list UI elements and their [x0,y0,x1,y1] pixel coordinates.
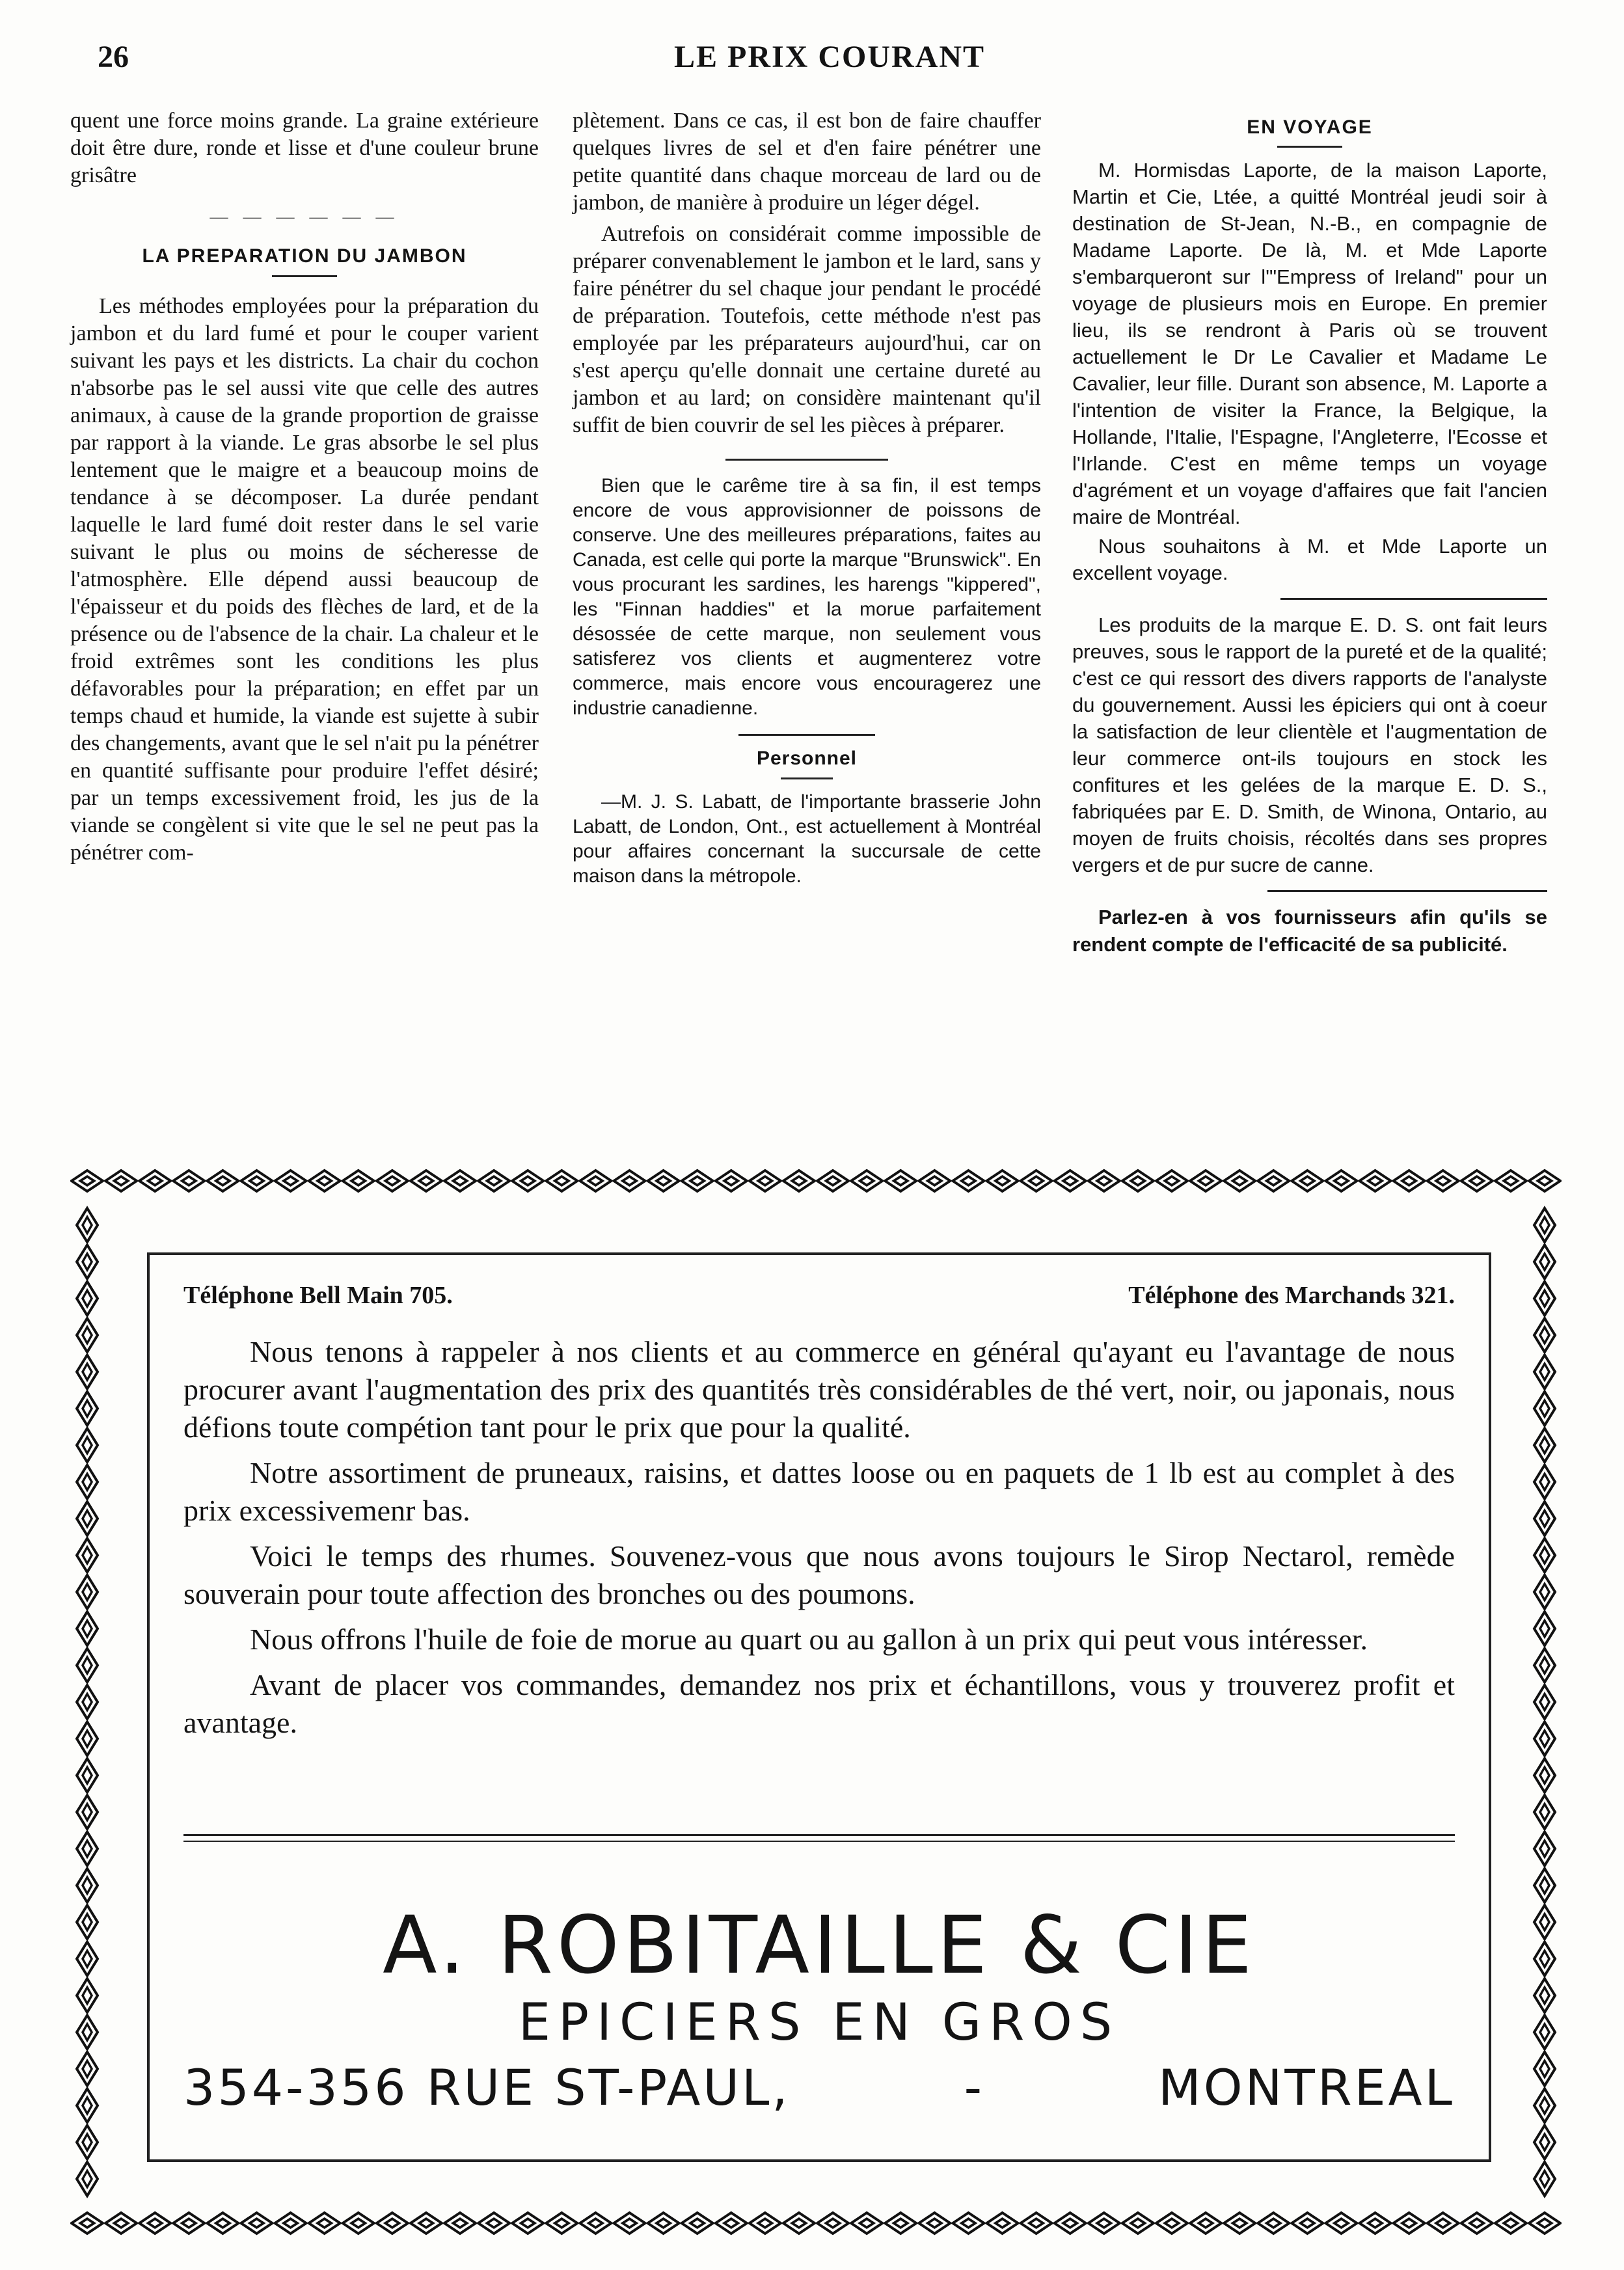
border-diamond [1156,1170,1187,1191]
border-diamond [77,1575,98,1609]
border-diamond [1534,1575,1555,1609]
border-diamond [1055,2213,1086,2234]
page-number: 26 [98,40,129,74]
border-diamond [1428,1170,1459,1191]
border-diamond [817,1170,848,1191]
border-diamond [77,1208,98,1242]
ad-rule [183,1841,1455,1842]
border-diamond [1534,1282,1555,1316]
border-diamond [1122,1170,1154,1191]
short-rule [1277,146,1342,148]
ad-body [183,1333,1455,1750]
border-diamond [77,1502,98,1535]
address-street: 354-356 RUE ST-PAUL, [183,2059,791,2116]
telephone-bell: Téléphone Bell Main 705. [183,1282,453,1309]
border-diamond [309,2213,340,2234]
border-diamond [77,2015,98,2049]
border-diamond [444,2213,476,2234]
border-diamond [648,1170,679,1191]
border-diamond [173,1170,204,1191]
border-diamond [77,1318,98,1352]
border-diamond [1461,1170,1493,1191]
col3-paragraph-2: Nous souhaitons à M. et Mde Laporte un excellent voyage. [1072,535,1547,584]
border-diamond [77,1649,98,1682]
short-rule [781,777,833,779]
border-diamond [77,1538,98,1572]
border-diamond [77,1612,98,1645]
border-diamond [411,1170,442,1191]
border-diamond [885,1170,916,1191]
border-diamond [77,1392,98,1426]
border-diamond [72,2213,103,2234]
dash-separator: — — — — — — [210,207,399,227]
border-diamond [1534,1722,1555,1755]
border-diamond [614,1170,645,1191]
border-diamond [241,1170,272,1191]
rule [1280,598,1547,600]
column-2 [573,107,1041,893]
border-diamond [1534,1538,1555,1572]
border-diamond [1394,2213,1425,2234]
border-diamond [1394,1170,1425,1191]
border-diamond [783,2213,815,2234]
border-diamond [919,2213,950,2234]
border-diamond [77,2162,98,2196]
rule [1267,890,1547,892]
border-diamond [309,1170,340,1191]
border-diamond [1534,1685,1555,1719]
border-diamond [1325,1170,1357,1191]
border-diamond [648,2213,679,2234]
address-dash: - [964,2059,985,2116]
border-diamond [987,2213,1018,2234]
border-diamond [1534,1612,1555,1645]
ad-paragraph-4: Nous offrons l'huile de foie de morue au quart ou au gallon à un prix qui peut vous intéresser. [250,1623,1368,1656]
border-diamond [77,1722,98,1755]
border-diamond [1534,1208,1555,1242]
border-diamond [1534,1942,1555,1976]
border-diamond [1156,2213,1187,2234]
brand-subtitle: EPICIERS EN GROS [518,1993,1120,2052]
border-diamond [343,2213,374,2234]
robitaille-advertisement [70,1168,1562,2236]
border-diamond [1534,1905,1555,1939]
border-diamond [77,1685,98,1719]
border-diamond [817,2213,848,2234]
border-diamond [1529,1170,1560,1191]
border-diamond [77,1869,98,1902]
ad-rule [183,1834,1455,1836]
border-diamond [173,2213,204,2234]
ad-paragraph-2: Notre assortiment de pruneaux, raisins, et dattes loose ou en paquets de 1 lb est au complet à des prix excessivemenr bas. [183,1456,1455,1527]
col2-paragraph-2: Autrefois on considérait comme impossible de préparer convenablement le jambon et le lard, sans y faire pénétrer du sel chaque jour pendant le procédé de préparation. Toutefois, cette méthode n'est pas employée par les préparateurs aujourd'hui, car on s'est aperçu qu'elle donnait une certaine dureté au jambon et au lard; on considère maintenant qu'il suffit de bien couvrir de sel les pièces à préparer. [573,222,1041,437]
border-diamond [343,1170,374,1191]
border-diamond [919,1170,950,1191]
border-diamond [1495,2213,1526,2234]
border-diamond [851,2213,882,2234]
border-diamond [1122,2213,1154,2234]
border-diamond [1534,1759,1555,1792]
border-diamond [1360,1170,1391,1191]
ad-paragraph-3: Voici le temps des rhumes. Souvenez-vous que nous avons toujours le Sirop Nectarol, remède souverain pour toute affection des bronches ou des poumons. [183,1539,1455,1610]
border-diamond [1461,2213,1493,2234]
border-diamond [77,1832,98,1866]
border-diamond [783,1170,815,1191]
border-diamond [207,1170,238,1191]
border-diamond [1258,1170,1289,1191]
border-diamond [580,1170,611,1191]
border-diamond [1534,1979,1555,2012]
border-diamond [1534,2126,1555,2159]
border-diamond [546,2213,577,2234]
border-diamond [77,1465,98,1499]
border-diamond [207,2213,238,2234]
border-diamond [77,1428,98,1462]
border-diamond [750,2213,781,2234]
brand-address [183,2059,1455,2116]
border-diamond [139,2213,170,2234]
border-diamond [1495,1170,1526,1191]
border-diamond [478,1170,509,1191]
column-3 [1072,107,1547,961]
border-diamond [1534,2052,1555,2086]
border-diamond [953,1170,984,1191]
border-diamond [1325,2213,1357,2234]
col1-intro: quent une force moins grande. La graine extérieure doit être dure, ronde et lisse et d'une couleur brune grisâtre [70,109,539,187]
border-diamond [1055,1170,1086,1191]
border-diamond [444,1170,476,1191]
border-diamond [1089,1170,1120,1191]
border-diamond [77,1979,98,2012]
border-diamond [1428,2213,1459,2234]
border-diamond [275,2213,306,2234]
border-diamond [377,2213,408,2234]
short-rule [725,459,888,461]
border-diamond [77,1245,98,1278]
border-diamond [241,2213,272,2234]
col2-paragraph-labatt: —M. J. S. Labatt, de l'importante brasserie John Labatt, de London, Ont., est actuellement à Montréal pour affaires concernant la succursale de cette maison dans la métropole. [573,791,1041,887]
border-diamond [1534,1869,1555,1902]
border-diamond [77,1905,98,1939]
col3-paragraph-4: Parlez-en à vos fournisseurs afin qu'ils se rendent compte de l'efficacité de sa publicité. [1072,906,1547,956]
border-diamond [105,2213,137,2234]
border-diamond [614,2213,645,2234]
border-diamond [1224,1170,1255,1191]
border-diamond [1292,1170,1323,1191]
publication-title: LE PRIX COURANT [673,40,986,74]
border-diamond [885,2213,916,2234]
border-diamond [1534,1795,1555,1829]
col1-paragraph: Les méthodes employées pour la préparation du jambon et du lard fumé et pour le couper varient suivant les pays et les districts. La chair du cochon n'absorbe pas le sel aussi vite que celle des autres animaux, à cause de la grande proportion de graisse par rapport à la viande. Le gras absorbe le sel plus lentement que le maigre et a beaucoup moins de tendance à se décomposer. La durée pendant laquelle le lard fumé doit rester dans le sel varie suivant le plus ou moins de sécheresse de l'atmosphère. Elle dépend aussi beaucoup de l'épaisseur et du poids des flèches de lard, et de la présence ou de l'absence de la chair. La chaleur et le froid extrêmes sont les conditions les plus défavorables pour la préparation; en effet par un temps chaud et humide, la viande est sujette à subir des changements, avant que le sel n'ait pu la pénétrer en quantité suffisante pour produire l'effet désiré; par un temps excessivement froid, les jus de la viande se congèlent si vite que le sel ne peut pas la pénétrer com- [70,294,539,865]
border-diamond [1534,1428,1555,1462]
border-diamond [1534,1355,1555,1389]
border-diamond [1224,2213,1255,2234]
border-diamond [1292,2213,1323,2234]
border-diamond [512,2213,543,2234]
border-diamond [1534,2015,1555,2049]
border-diamond [1534,1649,1555,1682]
border-diamond [1190,1170,1221,1191]
border-diamond [139,1170,170,1191]
border-diamond [1534,1502,1555,1535]
border-diamond [1021,2213,1052,2234]
border-diamond [77,1759,98,1792]
border-diamond [716,1170,747,1191]
brand-name: A. ROBITAILLE & CIE [383,1899,1256,1992]
border-diamond [77,1282,98,1316]
border-diamond [682,1170,713,1191]
section-title-personnel: Personnel [756,748,858,769]
border-diamond [1534,2162,1555,2196]
border-diamond [77,2126,98,2159]
border-diamond [77,2052,98,2086]
border-diamond [682,2213,713,2234]
border-diamond [1534,1245,1555,1278]
border-diamond [1534,1832,1555,1866]
border-diamond [953,2213,984,2234]
border-diamond [72,1170,103,1191]
border-diamond [750,1170,781,1191]
page-header [98,39,1562,85]
col2-paragraph-brunswick: Bien que le carême tire à sa fin, il est temps encore de vous approvisionner de poissons de conserve. Une des meilleures préparations, faites au Canada, est celle qui porte la marque "Brunswick". En vous procurant les sardines, les harengs "kippered", les "Finnan haddies" et la morue parfaitement désossée de cette marque, non seulement vous satisferez vos clients et augmenterez votre commerce, mais encore vous encouragerez une industrie canadienne. [573,475,1041,719]
col3-paragraph-3: Les produits de la marque E. D. S. ont fait leurs preuves, sous le rapport de la pureté et de la qualité; c'est ce qui ressort des divers rapports de l'analyste du gouvernement. Aussi les épiciers qui ont à coeur la satisfaction de leur clientèle et l'augmentation de leur commerce ont-ils toujours en stock les confitures et les gelées de la marque E. D. S., fabriquées par E. D. Smith, de Winona, Ontario, au moyen de fruits choisis, récoltés dans ses propres vergers et de pur sucre de canne. [1072,614,1547,876]
address-city: MONTREAL [1158,2059,1455,2116]
border-diamond [546,1170,577,1191]
telephone-marchands: Téléphone des Marchands 321. [1128,1282,1455,1309]
border-diamond [411,2213,442,2234]
border-diamond [851,1170,882,1191]
border-diamond [1534,1392,1555,1426]
border-diamond [1360,2213,1391,2234]
ad-paragraph-5: Avant de placer vos commandes, demandez nos prix et échantillons, vous y trouverez profit et avantage. [183,1668,1455,1739]
border-diamond [1258,2213,1289,2234]
border-diamond [1534,1318,1555,1352]
border-diamond [1529,2213,1560,2234]
border-diamond [105,1170,137,1191]
border-diamond [987,1170,1018,1191]
short-rule [738,734,875,736]
border-diamond [377,1170,408,1191]
border-diamond [512,1170,543,1191]
border-diamond [478,2213,509,2234]
border-diamond [1021,1170,1052,1191]
border-diamond [77,2088,98,2122]
border-diamond [1190,2213,1221,2234]
ad-paragraph-1: Nous tenons à rappeler à nos clients et au commerce en général qu'ayant eu l'avantage de nous procurer avant l'augmentation des prix des quantités très considérables de thé vert, noir, ou japonais, nous défions toute compétion tant pour le prix que pour la qualité. [183,1335,1455,1444]
border-diamond [1089,2213,1120,2234]
border-diamond [580,2213,611,2234]
col2-paragraph-1: plètement. Dans ce cas, il est bon de faire chauffer quelques livres de sel et d'en faire pénétrer une petite quantité dans chaque morceau de lard ou de jambon, de manière à produire un léger dégel. [573,109,1041,215]
short-rule [272,275,337,277]
col3-paragraph-1: M. Hormisdas Laporte, de la maison Laporte, Martin et Cie, Ltée, a quitté Montréal jeudi soir à destination de St-Jean, N.-B., en compagnie de Madame Laporte. De là, M. et Mde Laporte s'embarqueront sur l'"Empress of Ireland" pour un voyage de plusieurs mois en Europe. En premier lieu, ils se rendront à Paris où se trouvent actuellement le Dr Le Cavalier et Madame Le Cavalier, leur fille. Durant son absence, M. Laporte a l'intention de visiter la France, la Belgique, la Hollande, l'Italie, l'Espagne, l'Angleterre, l'Ecosse et l'Irlande. C'est en même temps un voyage d'agrément et un voyage d'affaires que fait l'ancien maire de Montréal. [1072,159,1547,528]
border-diamond [77,1942,98,1976]
border-diamond [275,1170,306,1191]
section-title-jambon: LA PREPARATION DU JAMBON [142,245,467,267]
border-diamond [716,2213,747,2234]
border-diamond [1534,1465,1555,1499]
section-title-voyage: EN VOYAGE [1247,116,1373,138]
column-1 [70,107,539,871]
ad-inner-frame [147,1252,1491,2162]
border-diamond [1534,2088,1555,2122]
border-diamond [77,1795,98,1829]
border-diamond [77,1355,98,1389]
